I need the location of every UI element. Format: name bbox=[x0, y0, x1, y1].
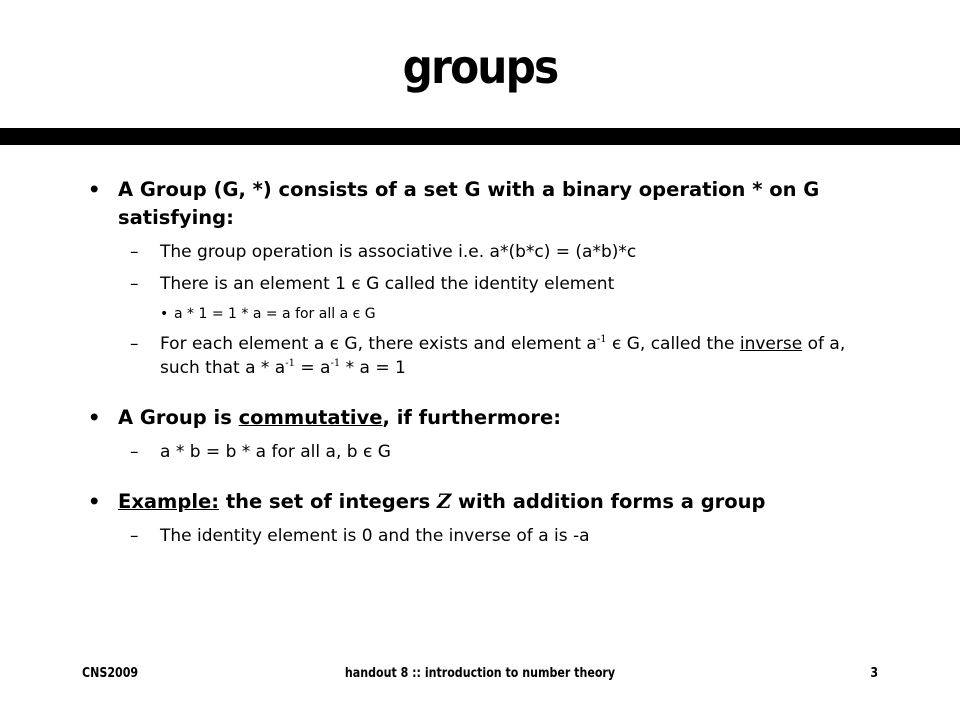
commutative-term: commutative bbox=[238, 406, 383, 429]
bullet-example bbox=[88, 488, 888, 516]
dash-icon: – bbox=[130, 274, 139, 294]
superscript-minus-one: -1 bbox=[330, 358, 341, 369]
sub-bullet-text: The identity element is 0 and the inverse of a is -a bbox=[160, 526, 590, 546]
sub-bullet-commutative-law bbox=[88, 440, 888, 464]
inverse-text-part: * a = 1 bbox=[340, 358, 406, 378]
superscript-minus-one: -1 bbox=[285, 358, 295, 369]
footer-page-number: 3 bbox=[870, 666, 878, 681]
footer-handout-title: handout 8 :: introduction to number theory bbox=[344, 666, 616, 681]
bullet-dot-icon: • bbox=[88, 178, 101, 201]
sub-bullet-text: There is an element 1 є G called the identity element bbox=[160, 274, 615, 294]
bullet-dot-icon: • bbox=[88, 406, 101, 429]
bullet-text: the set of integers bbox=[219, 490, 437, 513]
bullet-text: A Group is bbox=[118, 406, 239, 429]
bullet-text: with addition forms a group bbox=[451, 490, 766, 513]
slide-title: groups bbox=[402, 40, 558, 94]
bullet-text: A Group (G, *) consists of a set G with a binary operation * on G satisfying: bbox=[118, 178, 820, 229]
slide-body bbox=[88, 176, 888, 548]
sub-bullet-identity bbox=[88, 272, 888, 296]
sub-sub-bullet-identity-detail bbox=[88, 304, 888, 324]
bullet-dot-icon: • bbox=[160, 306, 169, 322]
inverse-text-part: є G, called the bbox=[606, 334, 740, 354]
inverse-text-part: = a bbox=[294, 358, 331, 378]
dash-icon: – bbox=[130, 334, 139, 354]
integers-symbol: Z bbox=[436, 490, 452, 513]
superscript-minus-one: -1 bbox=[596, 334, 607, 345]
bullet-commutative bbox=[88, 404, 888, 432]
bullet-group-definition bbox=[88, 176, 888, 232]
dash-icon: – bbox=[130, 242, 139, 262]
inverse-term: inverse bbox=[739, 334, 803, 354]
sub-bullet-inverse bbox=[88, 332, 888, 380]
bullet-dot-icon: • bbox=[88, 490, 101, 513]
example-label: Example: bbox=[118, 490, 220, 513]
title-divider bbox=[0, 128, 960, 145]
sub-bullet-text: The group operation is associative i.e. a*(b*c) = (a*b)*c bbox=[160, 242, 637, 262]
sub-bullet-text: a * b = b * a for all a, b є G bbox=[160, 442, 391, 462]
bullet-text: , if furthermore: bbox=[382, 406, 562, 429]
footer-course: CNS2009 bbox=[82, 666, 139, 681]
dash-icon: – bbox=[130, 442, 139, 462]
inverse-text-part: of a, such that a * a bbox=[160, 334, 846, 378]
dash-icon: – bbox=[130, 526, 139, 546]
inverse-text-part: For each element a є G, there exists and element a bbox=[160, 334, 597, 354]
sub-bullet-example-detail bbox=[88, 524, 888, 548]
sub-bullet-associative bbox=[88, 240, 888, 264]
sub-sub-bullet-text: a * 1 = 1 * a = a for all a є G bbox=[174, 306, 376, 322]
